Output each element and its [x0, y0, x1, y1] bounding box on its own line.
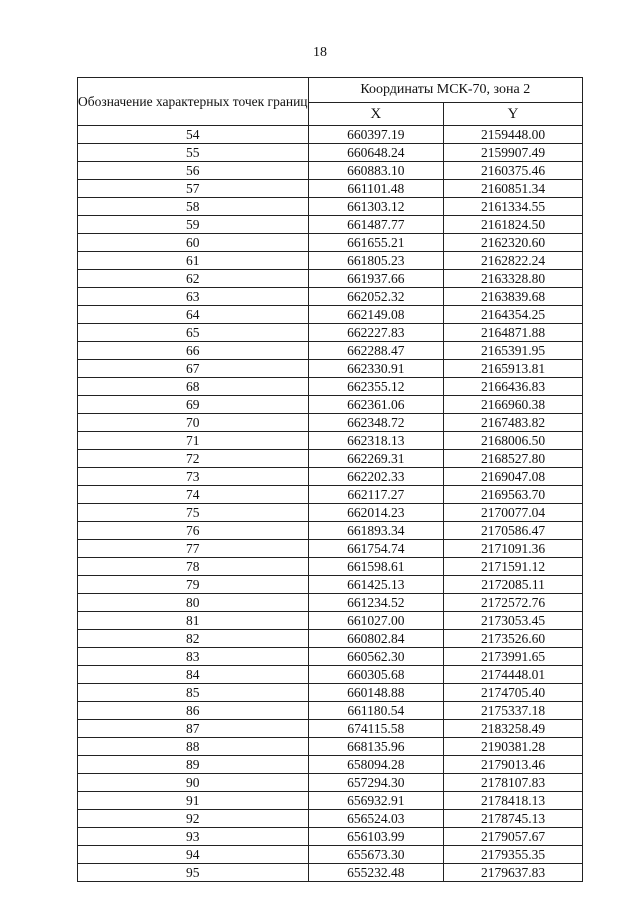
point-number-cell: 60: [78, 234, 309, 252]
point-number-cell: 83: [78, 648, 309, 666]
y-coordinate-cell: 2190381.28: [444, 738, 583, 756]
x-coordinate-cell: 662117.27: [308, 486, 444, 504]
y-coordinate-cell: 2165391.95: [444, 342, 583, 360]
x-column-header: X: [308, 103, 444, 126]
table-row: [78, 846, 583, 864]
table-row: [78, 774, 583, 792]
point-number-cell: 79: [78, 576, 309, 594]
y-coordinate-cell: 2161334.55: [444, 198, 583, 216]
x-coordinate-cell: 660648.24: [308, 144, 444, 162]
point-number-cell: 88: [78, 738, 309, 756]
y-coordinate-cell: 2171591.12: [444, 558, 583, 576]
x-coordinate-cell: 661754.74: [308, 540, 444, 558]
x-coordinate-cell: 661425.13: [308, 576, 444, 594]
x-coordinate-cell: 656932.91: [308, 792, 444, 810]
x-coordinate-cell: 658094.28: [308, 756, 444, 774]
y-column-header: Y: [444, 103, 583, 126]
y-coordinate-cell: 2172085.11: [444, 576, 583, 594]
x-coordinate-cell: 662361.06: [308, 396, 444, 414]
y-coordinate-cell: 2159448.00: [444, 126, 583, 144]
table-row: [78, 198, 583, 216]
y-coordinate-cell: 2168527.80: [444, 450, 583, 468]
table-row: [78, 360, 583, 378]
point-number-cell: 74: [78, 486, 309, 504]
y-coordinate-cell: 2171091.36: [444, 540, 583, 558]
point-number-cell: 65: [78, 324, 309, 342]
point-number-cell: 73: [78, 468, 309, 486]
table-row: [78, 702, 583, 720]
point-number-cell: 94: [78, 846, 309, 864]
y-coordinate-cell: 2161824.50: [444, 216, 583, 234]
table-body: [78, 126, 583, 882]
y-coordinate-cell: 2169047.08: [444, 468, 583, 486]
x-coordinate-cell: 661487.77: [308, 216, 444, 234]
coordinates-table: [77, 77, 583, 882]
table-row: [78, 378, 583, 396]
y-coordinate-cell: 2160375.46: [444, 162, 583, 180]
point-number-cell: 81: [78, 612, 309, 630]
y-coordinate-cell: 2159907.49: [444, 144, 583, 162]
table-row: [78, 648, 583, 666]
table-row: [78, 666, 583, 684]
point-number-cell: 86: [78, 702, 309, 720]
x-coordinate-cell: 656524.03: [308, 810, 444, 828]
table-row: [78, 126, 583, 144]
table-row: [78, 432, 583, 450]
point-number-cell: 56: [78, 162, 309, 180]
y-coordinate-cell: 2168006.50: [444, 432, 583, 450]
table-row: [78, 540, 583, 558]
x-coordinate-cell: 661937.66: [308, 270, 444, 288]
x-coordinate-cell: 655232.48: [308, 864, 444, 882]
table-row: [78, 216, 583, 234]
point-number-cell: 69: [78, 396, 309, 414]
point-number-cell: 57: [78, 180, 309, 198]
y-coordinate-cell: 2169563.70: [444, 486, 583, 504]
y-coordinate-cell: 2178745.13: [444, 810, 583, 828]
point-number-cell: 84: [78, 666, 309, 684]
x-coordinate-cell: 661027.00: [308, 612, 444, 630]
y-coordinate-cell: 2178418.13: [444, 792, 583, 810]
x-coordinate-cell: 660397.19: [308, 126, 444, 144]
point-number-cell: 93: [78, 828, 309, 846]
x-coordinate-cell: 661101.48: [308, 180, 444, 198]
x-coordinate-cell: 662052.32: [308, 288, 444, 306]
x-coordinate-cell: 674115.58: [308, 720, 444, 738]
x-coordinate-cell: 662288.47: [308, 342, 444, 360]
y-coordinate-cell: 2179637.83: [444, 864, 583, 882]
point-number-cell: 85: [78, 684, 309, 702]
x-coordinate-cell: 662318.13: [308, 432, 444, 450]
point-number-cell: 55: [78, 144, 309, 162]
table-row: [78, 828, 583, 846]
x-coordinate-cell: 662227.83: [308, 324, 444, 342]
table-row: [78, 756, 583, 774]
point-number-cell: 92: [78, 810, 309, 828]
y-coordinate-cell: 2172572.76: [444, 594, 583, 612]
y-coordinate-cell: 2179355.35: [444, 846, 583, 864]
point-number-cell: 61: [78, 252, 309, 270]
y-coordinate-cell: 2164871.88: [444, 324, 583, 342]
table-row: [78, 270, 583, 288]
x-coordinate-cell: 662269.31: [308, 450, 444, 468]
y-coordinate-cell: 2178107.83: [444, 774, 583, 792]
table-row: [78, 324, 583, 342]
table-row: [78, 450, 583, 468]
x-coordinate-cell: 661893.34: [308, 522, 444, 540]
y-coordinate-cell: 2162822.24: [444, 252, 583, 270]
table-row: [78, 810, 583, 828]
table-row: [78, 864, 583, 882]
point-number-cell: 72: [78, 450, 309, 468]
y-coordinate-cell: 2175337.18: [444, 702, 583, 720]
coordinates-column-header: Координаты МСК-70, зона 2: [308, 78, 582, 103]
x-coordinate-cell: 662355.12: [308, 378, 444, 396]
x-coordinate-cell: 662149.08: [308, 306, 444, 324]
table-row: [78, 288, 583, 306]
x-coordinate-cell: 661234.52: [308, 594, 444, 612]
table-row: [78, 738, 583, 756]
table-row: [78, 342, 583, 360]
y-coordinate-cell: 2179013.46: [444, 756, 583, 774]
x-coordinate-cell: 661180.54: [308, 702, 444, 720]
table-row: [78, 234, 583, 252]
point-number-cell: 62: [78, 270, 309, 288]
x-coordinate-cell: 660148.88: [308, 684, 444, 702]
y-coordinate-cell: 2179057.67: [444, 828, 583, 846]
point-number-cell: 58: [78, 198, 309, 216]
table-row: [78, 594, 583, 612]
y-coordinate-cell: 2174705.40: [444, 684, 583, 702]
table-row: [78, 396, 583, 414]
x-coordinate-cell: 661303.12: [308, 198, 444, 216]
point-number-cell: 75: [78, 504, 309, 522]
x-coordinate-cell: 662348.72: [308, 414, 444, 432]
y-coordinate-cell: 2170077.04: [444, 504, 583, 522]
point-number-cell: 95: [78, 864, 309, 882]
point-number-cell: 70: [78, 414, 309, 432]
table-header-row: [78, 78, 583, 103]
table-row: [78, 558, 583, 576]
point-number-cell: 59: [78, 216, 309, 234]
table-row: [78, 792, 583, 810]
x-coordinate-cell: 661805.23: [308, 252, 444, 270]
y-coordinate-cell: 2174448.01: [444, 666, 583, 684]
table-row: [78, 684, 583, 702]
point-number-cell: 87: [78, 720, 309, 738]
x-coordinate-cell: 657294.30: [308, 774, 444, 792]
y-coordinate-cell: 2165913.81: [444, 360, 583, 378]
table-row: [78, 612, 583, 630]
point-number-cell: 67: [78, 360, 309, 378]
table-row: [78, 306, 583, 324]
y-coordinate-cell: 2160851.34: [444, 180, 583, 198]
y-coordinate-cell: 2166436.83: [444, 378, 583, 396]
point-number-cell: 78: [78, 558, 309, 576]
table-row: [78, 414, 583, 432]
x-coordinate-cell: 660305.68: [308, 666, 444, 684]
y-coordinate-cell: 2173526.60: [444, 630, 583, 648]
x-coordinate-cell: 660802.84: [308, 630, 444, 648]
point-number-cell: 76: [78, 522, 309, 540]
y-coordinate-cell: 2163839.68: [444, 288, 583, 306]
y-coordinate-cell: 2164354.25: [444, 306, 583, 324]
point-number-cell: 89: [78, 756, 309, 774]
point-number-cell: 71: [78, 432, 309, 450]
x-coordinate-cell: 655673.30: [308, 846, 444, 864]
x-coordinate-cell: 656103.99: [308, 828, 444, 846]
y-coordinate-cell: 2163328.80: [444, 270, 583, 288]
x-coordinate-cell: 662202.33: [308, 468, 444, 486]
x-coordinate-cell: 662330.91: [308, 360, 444, 378]
point-number-cell: 82: [78, 630, 309, 648]
point-number-cell: 68: [78, 378, 309, 396]
x-coordinate-cell: 660883.10: [308, 162, 444, 180]
table-row: [78, 162, 583, 180]
table-row: [78, 180, 583, 198]
point-number-cell: 54: [78, 126, 309, 144]
y-coordinate-cell: 2173991.65: [444, 648, 583, 666]
y-coordinate-cell: 2173053.45: [444, 612, 583, 630]
y-coordinate-cell: 2162320.60: [444, 234, 583, 252]
point-number-cell: 77: [78, 540, 309, 558]
table-row: [78, 144, 583, 162]
x-coordinate-cell: 660562.30: [308, 648, 444, 666]
table-row: [78, 522, 583, 540]
table-row: [78, 630, 583, 648]
point-number-cell: 66: [78, 342, 309, 360]
page-number: 18: [313, 45, 327, 60]
point-number-cell: 64: [78, 306, 309, 324]
point-number-cell: 80: [78, 594, 309, 612]
point-number-cell: 63: [78, 288, 309, 306]
table-row: [78, 504, 583, 522]
table-row: [78, 468, 583, 486]
y-coordinate-cell: 2183258.49: [444, 720, 583, 738]
y-coordinate-cell: 2166960.38: [444, 396, 583, 414]
table-row: [78, 576, 583, 594]
y-coordinate-cell: 2167483.82: [444, 414, 583, 432]
x-coordinate-cell: 668135.96: [308, 738, 444, 756]
point-number-cell: 91: [78, 792, 309, 810]
points-column-header: Обозначение характерных точек границ: [78, 78, 309, 126]
x-coordinate-cell: 662014.23: [308, 504, 444, 522]
table-row: [78, 486, 583, 504]
y-coordinate-cell: 2170586.47: [444, 522, 583, 540]
table-row: [78, 252, 583, 270]
x-coordinate-cell: 661655.21: [308, 234, 444, 252]
point-number-cell: 90: [78, 774, 309, 792]
table-row: [78, 720, 583, 738]
x-coordinate-cell: 661598.61: [308, 558, 444, 576]
